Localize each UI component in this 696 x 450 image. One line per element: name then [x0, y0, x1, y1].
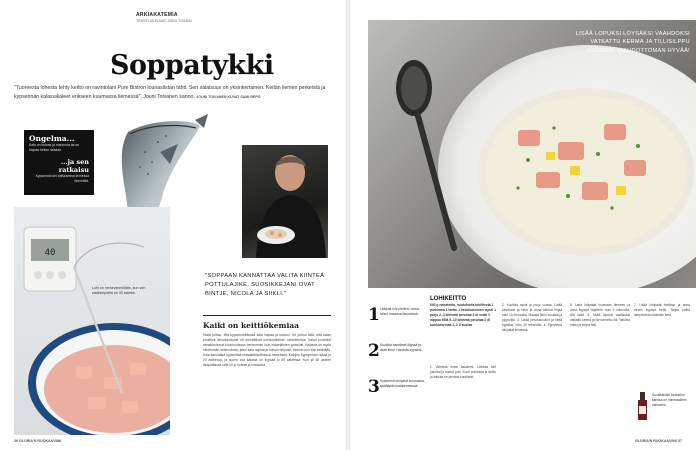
intro-credit: JOUNI TOIVANEN KUVAT SAMI REPO [196, 95, 261, 99]
intro-text: "Tuoreesta lohesta tehty keitto on ravintolani Pure Bistron lounaslistan tähti. Sen salaisuus on yksinkertainen. Keitän liemen perkeistä ja kypsennän kalasuikaleet erikseen kuumassa liemessä", Jouni Toivanen sanoo. [14, 85, 326, 100]
step-number: 1 [368, 305, 380, 325]
step-item [368, 377, 426, 413]
recipe-method-2: 2. Kuullota sipuli ja purjo voissa. Lisää kasvikset ja liemi ja anna kiehua hiljaa noin 10 minuuttia. Mausta liemi suolalla ja pippurilla. 3. Lisää perunakuutiot ja keitä kypsiksi, noin 15 minuuttia. 4. Kypsennä lohipalat liemessä. [502, 303, 562, 332]
photo-caption: LISÄÄ LOPUKSI LÖYSÄKSI VAAHDOKSI VATKATTU KERMA JA TILLISILPPU LIEMEEN. MAHDOTTOMAN HYVÄÄ! [575, 31, 690, 54]
article-title: Soppatykki [110, 50, 274, 81]
recipe-method-4: 7. Lisää lohipalat keittoon ja anna niiden kypsyä hetki. Tarjoa keitto lämpimänä ruisleivän kera. [634, 303, 690, 317]
chemistry-heading: Kaiki on keittiökemiaa [203, 321, 300, 330]
soup-illustration [368, 20, 696, 288]
problem-heading: Ongelma... [29, 134, 75, 143]
step-item [368, 305, 426, 341]
wine-tip: Suosikkiviini lohikeiton kanssa on mineraalinen valkoviini. [652, 393, 687, 407]
recipe-heading: LOHIKEITTO [430, 296, 467, 302]
problem-text: Kala on kuivaa ja mautonta tai se hajoaa keiton sekaan. [29, 143, 79, 152]
thermometer-photo [14, 207, 170, 435]
chemistry-box [203, 315, 331, 433]
recipe-ingredients: 600 g nahatonta, ruodotonta lohifileetä 1 porkkana 1 lanttu 1 keskikokoinen sipuli 1 purjo 2–3 kiinteää perunaa 2 dl vettä ½ nippua tilliä 5–10 kiinteää perunaa 2 dl kuohukermaa 1–2 tl suolaa [430, 303, 496, 327]
thermometer-caption: Lohi on mehevimmillään, kun sen sisälämpötila on 40 astetta. [92, 286, 146, 295]
solution-text: Kypsennä lohi keltaisessa liemessä lämmöllä. [35, 174, 89, 183]
wine-bottle-icon [634, 392, 652, 422]
chef-photo [242, 145, 328, 258]
solution-heading: ...ja sen ratkaisu [58, 158, 89, 174]
recipe-method-1: 1. Valmista ensin kalaliemi. Leikkaa lohi paloiksi ja ruodot pois. Kuori porkkana ja lanttu ja leikkaa ne pieniksi kuutioiksi. [430, 365, 496, 379]
step-number: 2 [368, 341, 380, 361]
page-folio-left: 36 GLORIA'N RUOKA&VIINI [14, 439, 62, 443]
page-folio-right: GLORIA'N RUOKA&VIINI 37 [634, 439, 682, 443]
recipe-block [430, 296, 502, 328]
section-label: ARKIAKATEMIA [136, 12, 178, 18]
svg-text:40: 40 [44, 248, 56, 258]
step-text: Kypsennä lohipalat kuumassa, sisältäpäin kalaliemeessä. [380, 379, 425, 388]
step-item [368, 341, 426, 377]
step-number: 3 [368, 377, 380, 397]
soup-photo [368, 20, 696, 288]
left-page [0, 0, 346, 450]
problem-box [24, 130, 94, 195]
chef-photo-illustration [242, 145, 328, 258]
chemistry-text: Mistä johtuu, että kypsennettäessä kala hajoaa ja kuivuu? Se johtuu siitä, että kalan proteiinit denaturoituvat eli menettävät kolmiulotteisen rakenteensa. Kalan proteiinit denaturoituvat kuumuudessa herkemmin kuin maaeläinten proteiinit. Kalassa on myös vähemmän sidekudosta, joten kala hajoaa ja kuivuu helposti, etenkin kun sitä keitetään. Kala kannattaa kypsentää matalalämpöisessä nesteessä. Kalojen kypsyminen alkaa jo 20 asteessa, ja suurin osa kalasta on kypsää jo 50 asteessa. Kun yli 60 asteen lämpötilassa kala on jo kuivaa ja mautonta. [203, 333, 331, 367]
recipe-method-3: 5. Laita lohipalat kuumaan liemeen ja anna kypsyä hiljalleen noin 5 minuuttia. Älä keitä. 6. Lisää lopuksi vaahdoksi vatkattu kerma ja hienonnettu tilli. Tarkista maku ja tarjoa heti. [570, 303, 630, 327]
section-subtitle: TEKSTI JA KUVAT: JOKU TOINEN [136, 19, 192, 23]
thermometer-illustration [14, 207, 170, 435]
step-text: Kuullota kasvikset öljyssä ja lisää liemi. Hauduta kypsiksi. [380, 343, 423, 352]
steps-list [368, 305, 426, 413]
step-text: Leikkaa lohi pieniksi. Anna lohen maustua lämmössä. [380, 307, 419, 316]
right-page [350, 0, 696, 450]
pull-quote: "SOPPAAN KANNATTAA VALITA KIINTEÄ POTTULAJIKE. SUOSIKKEJANI OVAT BINTJE, NICOLA JA SIIKLI." [205, 273, 325, 297]
intro-paragraph [14, 84, 334, 102]
